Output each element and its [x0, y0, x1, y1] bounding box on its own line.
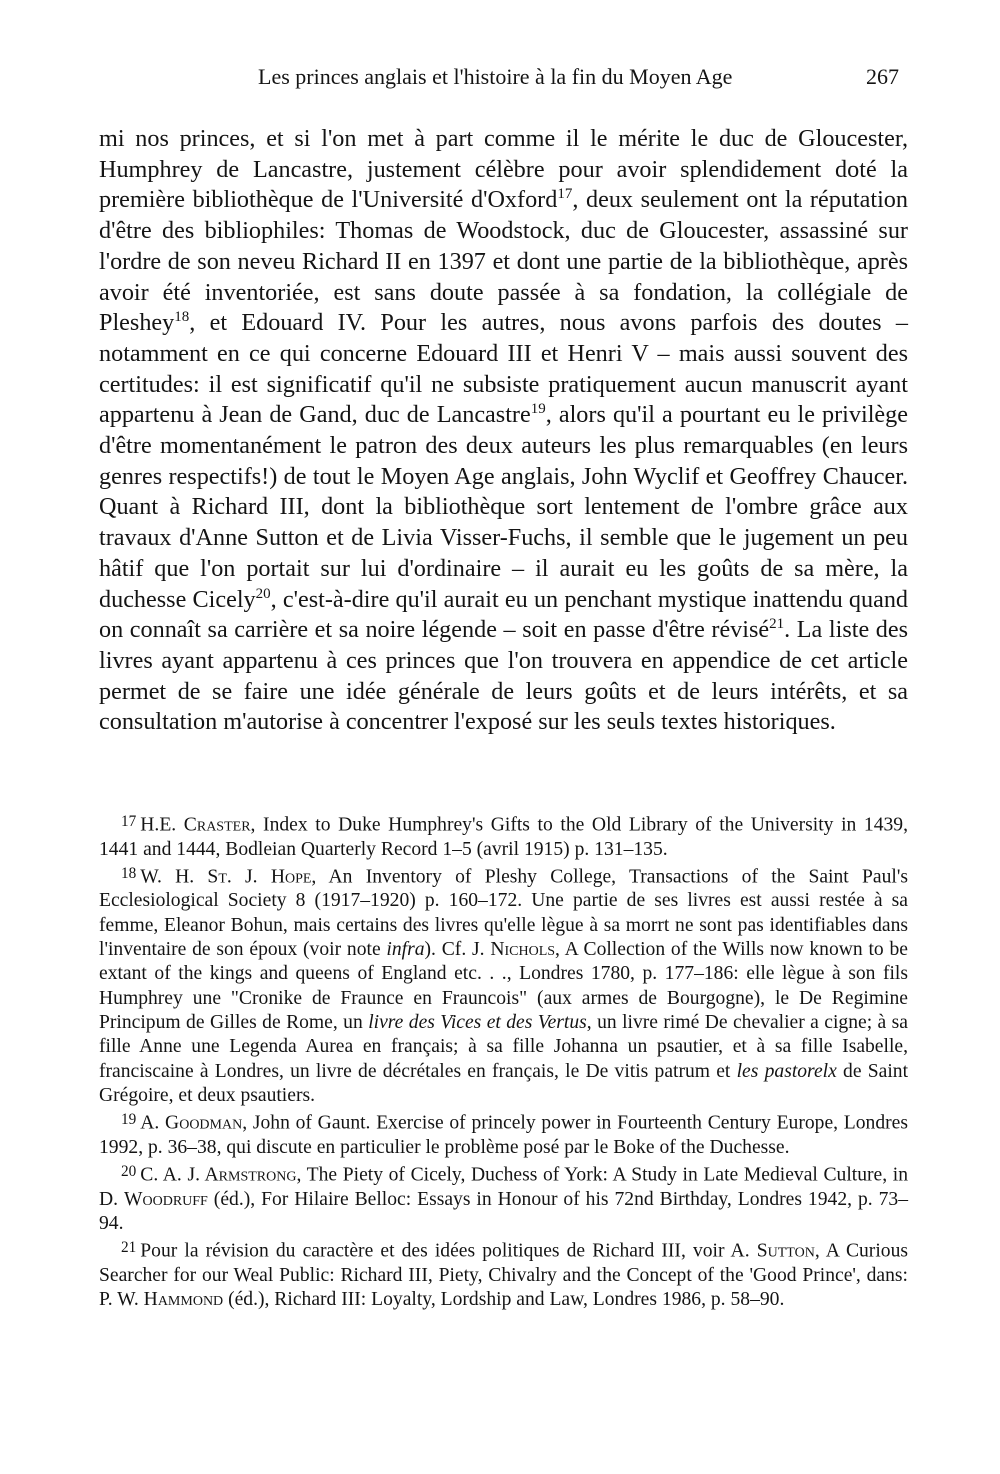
- body-paragraph: [99, 124, 908, 738]
- body-text-segment: mi nos princes, et si l'on met à part comme il le mérite le duc de Gloucester, Humphrey de Lancastre, justement célèbre pour avoir splendidement doté la première bibliothèque de l'Université d'Oxford: [99, 125, 908, 214]
- footnote-ref-18: 18: [174, 309, 190, 326]
- footnote-number: 18: [121, 864, 137, 882]
- footnote-18: [99, 862, 908, 1108]
- footnote-text: , Index to Duke Humphrey's Gifts to the Old Library of the University in 1439, 1441 and 1444, Bodleian Quarterly Record 1–5 (avril 1915) p. 131–135.: [99, 814, 909, 860]
- page-number: 267: [866, 64, 899, 89]
- footnote-text: , un livre rimé De chevalier a cigne; à sa fille Anne une Legenda Aurea en français; à sa fille Johanna un psautier, et à sa fille Isabelle, franciscaine à Londres, un livre de décrétales en français, le De vitis patrum et: [99, 1011, 908, 1082]
- footnote-author: Hammond: [143, 1288, 224, 1310]
- footnote-17: [99, 810, 908, 862]
- footnote-20: [99, 1160, 908, 1236]
- footnote-text: , A Curious Searcher for our Weal Public: Richard III, Piety, Chivalry and the Concept of the 'Good Prince', dans: P. W.: [99, 1240, 908, 1310]
- footnotes: [99, 810, 908, 1312]
- footnote-author: W. H. St. J. Hope: [140, 866, 312, 888]
- footnote-number: 20: [121, 1162, 137, 1180]
- footnote-author: A. Goodman: [140, 1112, 243, 1134]
- body-text-segment: , et Edouard IV. Pour les autres, nous avons parfois des doutes – notamment en ce qui concerne Edouard III et Henri V – mais aussi souvent des certitudes: il est significatif qu'il ne subsiste pratiquement aucun manuscrit ayant appartenu à Jean de Gand, duc de Lancastre: [99, 309, 908, 429]
- body-text-segment: , deux seulement ont la réputation d'être des bibliophiles: Thomas de Woodstock, duc de Gloucester, assassiné sur l'ordre de son neveu Richard II en 1397 et dont une partie de la bibliothèque, après avoir été inventoriée, est sans doute passée à sa fondation, la collégiale de Pleshey: [99, 186, 908, 337]
- footnote-author: Nichols: [490, 939, 556, 961]
- footnote-text: ). Cf. J.: [424, 939, 491, 961]
- footnote-author: C. A. J. Armstrong: [140, 1164, 297, 1186]
- footnote-author: H.E. Craster: [140, 814, 251, 836]
- footnote-italic: les pastorelx: [736, 1060, 837, 1082]
- footnote-text: , An Inventory of Pleshy College, Transactions of the Saint Paul's Ecclesiological Society 8 (1917–1920) p. 160–172. Une partie de ses livres est aussi restée à sa femme, Eleanor Bohun, mais certains des livres qu'elle lègue à sa morrt ne sont pas identifiables dans l'inventaire de son époux (voir note: [99, 866, 908, 961]
- footnote-number: 17: [121, 813, 137, 830]
- footnote-text: , John of Gaunt. Exercise of princely power in Fourteenth Century Europe, Londres 1992, p. 36–38, qui discute en particulier le problème posé par le Boke of the Duchesse.: [99, 1112, 908, 1158]
- body-text-segment: , c'est-à-dire qu'il aurait eu un penchant mystique inattendu quand on connaît sa carrière et sa noire légende – soit en passe d'être révisé: [99, 585, 909, 644]
- footnote-text: (éd.), Richard III: Loyalty, Lordship and Law, Londres 1986, p. 58–90.: [223, 1288, 785, 1310]
- footnote-text: Pour la révision du caractère et des idées politiques de Richard III, voir A.: [140, 1240, 757, 1262]
- footnote-21: [99, 1236, 908, 1312]
- footnote-author: Sutton: [756, 1240, 815, 1262]
- footnote-text: , A Collection of the Wills now known to be extant of the kings and queens of England etc. . ., Londres 1780, p. 177–186: elle lègue à son fils Humphrey une "Cronike de Fraunce en Frauncois" (aux armes de Bourgogne), le De Regimine Principum de Gilles de Rome, un: [99, 939, 908, 1033]
- footnote-text: , The Piety of Cicely, Duchess of York: A Study in Late Medieval Culture, in D.: [99, 1164, 909, 1210]
- running-title: Les princes anglais et l'histoire à la fin du Moyen Age: [258, 64, 733, 89]
- footnote-number: 21: [121, 1239, 137, 1257]
- footnote-text: (éd.), For Hilaire Belloc: Essays in Honour of his 72nd Birthday, Londres 1942, p. 73–94.: [99, 1188, 908, 1234]
- footnote-number: 19: [121, 1111, 137, 1129]
- footnote-italic: infra: [386, 939, 425, 961]
- footnote-author: Woodruff: [124, 1188, 208, 1210]
- footnote-italic: livre des Vices et des Vertus: [368, 1011, 587, 1033]
- footnote-ref-17: 17: [557, 186, 573, 203]
- footnote-ref-19: 19: [530, 401, 546, 418]
- footnote-19: [99, 1108, 908, 1160]
- footnote-text: de Saint Grégoire, et deux psautiers.: [99, 1060, 909, 1106]
- footnote-ref-21: 21: [769, 616, 785, 633]
- body-text-segment: , alors qu'il a pourtant eu le privilège d'être momentanément le patron des deux auteurs les plus remarquables (en leurs genres respectifs!) de tout le Moyen Age anglais, John Wyclif et Geoffrey Chaucer. Quant à Richard III, dont la bibliothèque sort lentement de l'ombre grâce aux travaux d'Anne Sutton et de Livia Visser-Fuchs, il semble que le jugement un peu hâtif que l'on portait sur lui d'ordinaire – il aurait eu les goûts de sa mère, la duchesse Cicely: [99, 401, 908, 613]
- body-text-segment: . La liste des livres ayant appartenu à ces princes que l'on trouvera en appendice de cet article permet de se faire une idée générale de leurs goûts et de leurs intérêts, et sa consultation m'autorise à concentrer l'exposé sur les seuls textes historiques.: [99, 616, 909, 736]
- footnote-ref-20: 20: [255, 585, 271, 602]
